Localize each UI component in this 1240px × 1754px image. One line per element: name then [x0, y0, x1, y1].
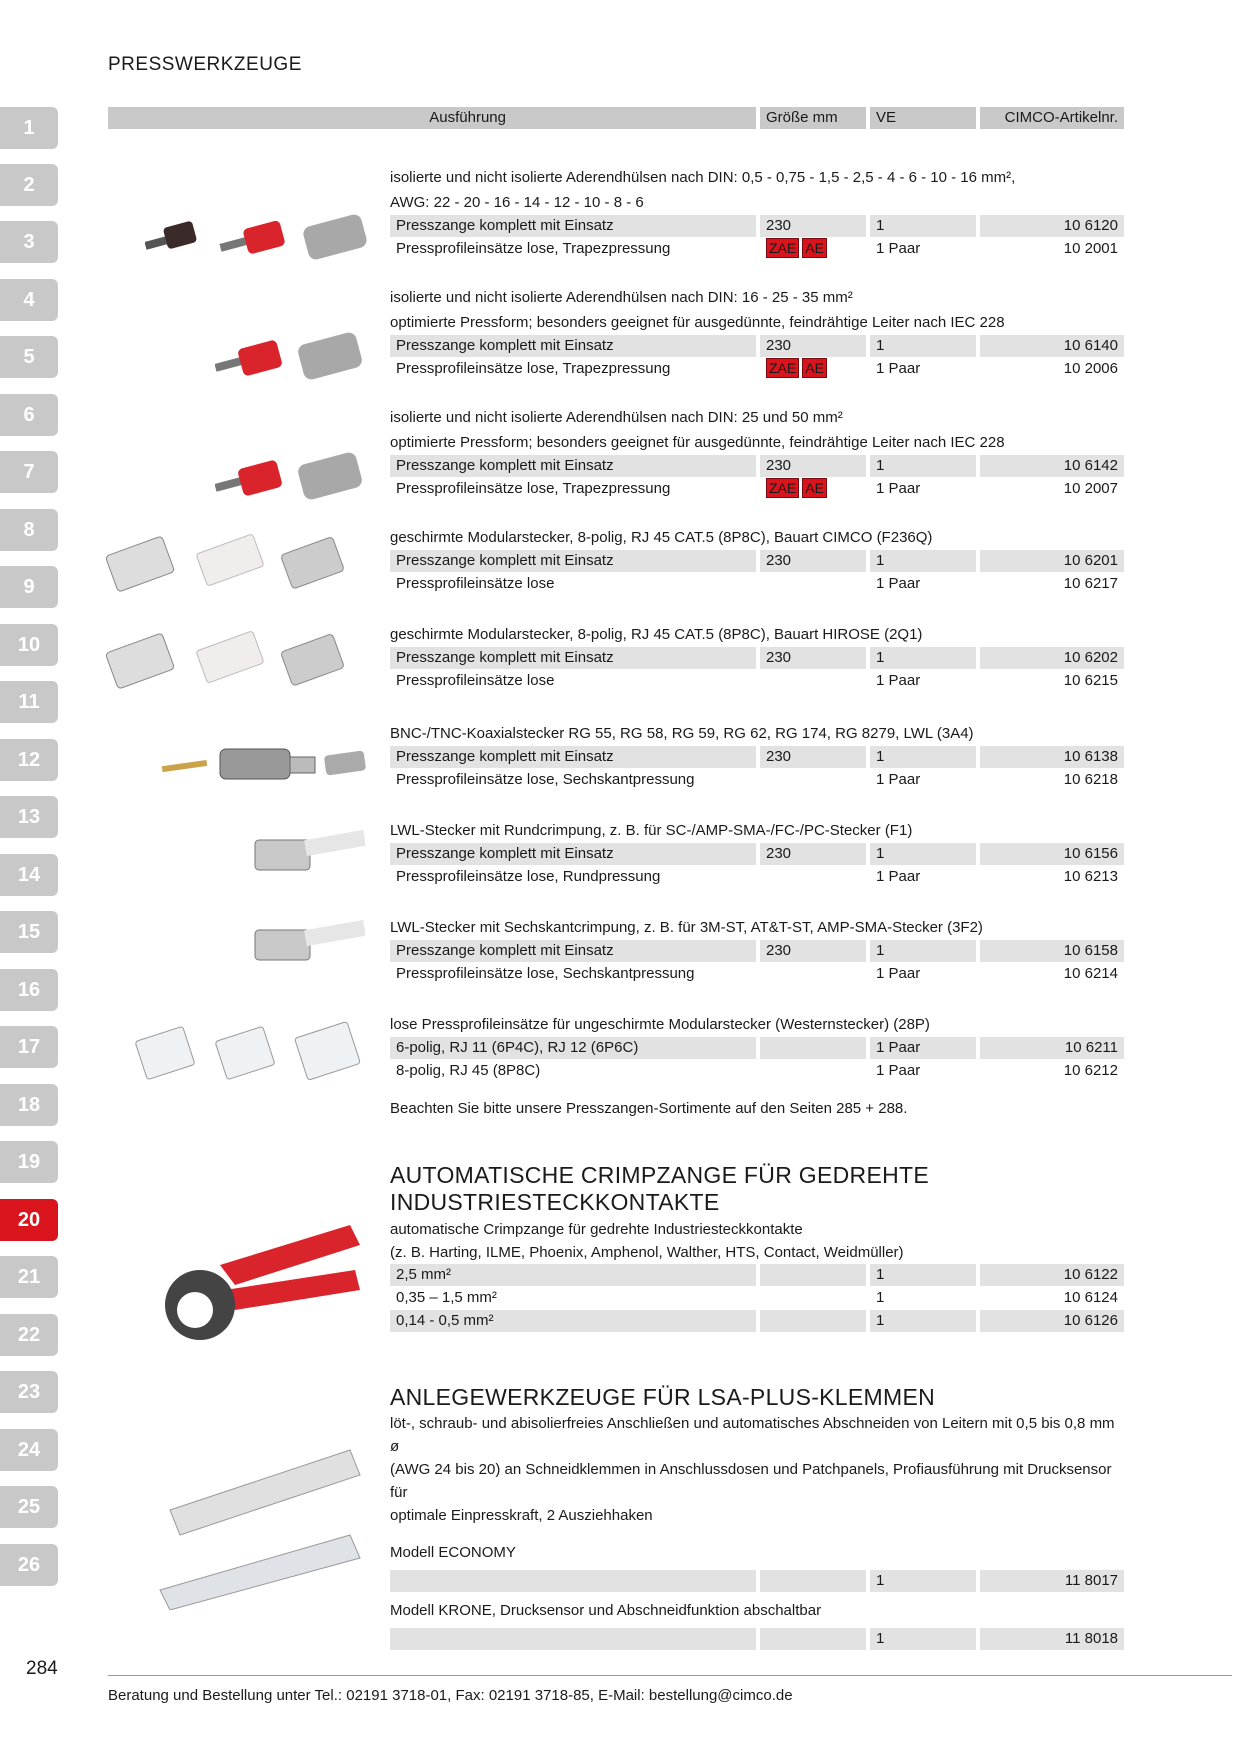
row-label — [390, 1628, 756, 1650]
chapter-tab-16[interactable]: 16 — [0, 969, 58, 1011]
product-section — [390, 622, 1124, 693]
row-article-number: 10 6140 — [980, 335, 1124, 357]
product-section — [390, 525, 1124, 596]
row-label: 0,35 – 1,5 mm² — [396, 1289, 497, 1306]
crimp-title-line: AUTOMATISCHE CRIMPZANGE FÜR GEDREHTE — [390, 1162, 929, 1188]
section-description: optimale Einpresskraft, 2 Ausziehhaken — [390, 1507, 653, 1524]
product-section — [390, 405, 1124, 501]
row-label: Presszange komplett mit Einsatz — [390, 550, 756, 572]
chapter-tab-23[interactable]: 23 — [0, 1371, 58, 1413]
crimp-title-line: INDUSTRIESTECKKONTAKTE — [390, 1189, 720, 1215]
row-label — [390, 1570, 756, 1592]
section-description: isolierte und nicht isolierte Aderendhülsen nach DIN: 16 - 25 - 35 mm² — [390, 289, 853, 306]
row-ve: 1 — [870, 1264, 976, 1286]
section-description: (z. B. Harting, ILME, Phoenix, Amphenol, Walther, HTS, Contact, Weidmüller) — [390, 1244, 904, 1261]
row-size: 230 — [760, 455, 866, 477]
row-ve: 1 — [870, 335, 976, 357]
row-label: 2,5 mm² — [390, 1264, 756, 1286]
table-row — [390, 1287, 1124, 1310]
section-description: BNC-/TNC-Koaxialstecker RG 55, RG 58, RG 59, RG 62, RG 174, RG 8279, LWL (3A4) — [390, 725, 974, 742]
chapter-tab-9[interactable]: 9 — [0, 566, 58, 608]
row-label: Pressprofileinsätze lose, Sechskantpressung — [396, 965, 695, 982]
column-artikelnr: CIMCO-Artikelnr. — [980, 107, 1124, 129]
row-size — [760, 1264, 866, 1286]
row-article-number: 10 6122 — [980, 1264, 1124, 1286]
crimp-section — [390, 1218, 1124, 1333]
row-ve: 1 — [870, 1570, 976, 1592]
row-size — [760, 478, 866, 500]
row-article-number: 10 6217 — [1063, 575, 1118, 592]
chapter-tab-21[interactable]: 21 — [0, 1256, 58, 1298]
table-row — [390, 1570, 1124, 1593]
row-article-number: 10 6211 — [980, 1037, 1124, 1059]
row-label: Presszange komplett mit Einsatz — [390, 335, 756, 357]
model-economy-label: Modell ECONOMY — [390, 1544, 516, 1561]
row-label: Presszange komplett mit Einsatz — [390, 455, 756, 477]
row-label: Presszange komplett mit Einsatz — [390, 843, 756, 865]
fiber-connector-image — [245, 905, 365, 975]
row-article-number: 10 6215 — [1063, 672, 1118, 689]
section-description: optimierte Pressform; besonders geeignet für ausgedünnte, feindrähtige Leiter nach IEC 228 — [390, 314, 1005, 331]
chapter-tab-19[interactable]: 19 — [0, 1141, 58, 1183]
table-row — [390, 843, 1124, 866]
product-section — [390, 165, 1124, 261]
column-ve: VE — [870, 107, 976, 129]
chapter-tab-26[interactable]: 26 — [0, 1544, 58, 1586]
table-row — [390, 358, 1124, 381]
row-article-number: 10 6142 — [980, 455, 1124, 477]
row-ve: 1 — [870, 215, 976, 237]
row-ve: 1 Paar — [876, 868, 921, 885]
row-label: Pressprofileinsätze lose, Trapezpressung — [396, 360, 671, 377]
row-label: Pressprofileinsätze lose, Rundpressung — [396, 868, 661, 885]
table-row — [390, 963, 1124, 986]
row-article-number: 10 6202 — [980, 647, 1124, 669]
section-description: geschirmte Modularstecker, 8-polig, RJ 45 CAT.5 (8P8C), Bauart HIROSE (2Q1) — [390, 626, 923, 643]
row-article-number: 10 6120 — [980, 215, 1124, 237]
row-ve: 1 — [870, 1628, 976, 1650]
row-label: Presszange komplett mit Einsatz — [390, 746, 756, 768]
chapter-tab-13[interactable]: 13 — [0, 796, 58, 838]
section-description: lose Pressprofileinsätze für ungeschirmte Modularstecker (Westernstecker) (28P) — [390, 1016, 930, 1033]
row-ve: 1 Paar — [876, 360, 921, 377]
product-section — [390, 915, 1124, 986]
row-size: 230 — [760, 550, 866, 572]
table-row — [390, 238, 1124, 261]
row-article-number: 10 6212 — [1063, 1062, 1118, 1079]
row-ve: 1 Paar — [876, 771, 921, 788]
table-row — [390, 1628, 1124, 1651]
lsa-tool-image — [150, 1440, 370, 1610]
row-label: 6-polig, RJ 11 (6P4C), RJ 12 (6P6C) — [390, 1037, 756, 1059]
footer-contact: Beratung und Bestellung unter Tel.: 02191 3718-01, Fax: 02191 3718-85, E-Mail: bestellung@cimco.de — [108, 1687, 793, 1704]
row-size: 230 — [760, 647, 866, 669]
crimp-section-title — [390, 1162, 929, 1216]
table-row — [390, 769, 1124, 792]
row-size — [760, 1037, 866, 1059]
section-description: automatische Crimpzange für gedrehte Industriesteckkontakte — [390, 1221, 803, 1238]
ferrule-image — [215, 330, 375, 390]
western-plug-image — [135, 1015, 365, 1085]
chapter-tab-12[interactable]: 12 — [0, 739, 58, 781]
row-size — [760, 358, 866, 380]
table-row — [390, 215, 1124, 238]
zae-badge: ZAE — [766, 238, 799, 258]
ae-badge: AE — [802, 478, 827, 498]
row-size — [760, 238, 866, 260]
table-row — [390, 335, 1124, 358]
row-article-number: 10 2006 — [1063, 360, 1118, 377]
ferrule-image — [215, 450, 375, 510]
table-row — [390, 455, 1124, 478]
chapter-tab-3[interactable]: 3 — [0, 221, 58, 263]
chapter-tab-6[interactable]: 6 — [0, 394, 58, 436]
row-article-number: 10 6138 — [980, 746, 1124, 768]
table-row — [390, 647, 1124, 670]
chapter-tab-22[interactable]: 22 — [0, 1314, 58, 1356]
row-size: 230 — [760, 215, 866, 237]
table-row — [390, 1264, 1124, 1287]
row-label: Pressprofileinsätze lose, Trapezpressung — [396, 240, 671, 257]
row-label: Presszange komplett mit Einsatz — [390, 647, 756, 669]
table-row — [390, 866, 1124, 889]
row-size — [760, 1310, 866, 1332]
product-section — [390, 285, 1124, 381]
row-label: Pressprofileinsätze lose — [396, 672, 555, 689]
row-article-number: 10 6156 — [980, 843, 1124, 865]
row-article-number: 10 2001 — [1063, 240, 1118, 257]
chapter-tab-8[interactable]: 8 — [0, 509, 58, 551]
chapter-tab-24[interactable]: 24 — [0, 1429, 58, 1471]
lsa-section-title: ANLEGEWERKZEUGE FÜR LSA-PLUS-KLEMMEN — [390, 1384, 936, 1410]
section-description: optimierte Pressform; besonders geeignet für ausgedünnte, feindrähtige Leiter nach IEC 228 — [390, 434, 1005, 451]
column-ausfuehrung: Ausführung — [108, 107, 756, 129]
table-column-header — [108, 107, 1124, 129]
lsa-section — [390, 1412, 1124, 1651]
row-ve: 1 Paar — [876, 672, 921, 689]
row-label: 8-polig, RJ 45 (8P8C) — [396, 1062, 541, 1079]
section-description: löt-, schraub- und abisolierfreies Anschließen und automatisches Abschneiden von Leitern mit 0,5 bis 0,8 mm ø — [390, 1415, 1115, 1455]
row-ve: 1 Paar — [876, 1062, 921, 1079]
row-ve: 1 — [876, 1289, 885, 1306]
table-row — [390, 550, 1124, 573]
chapter-tab-17[interactable]: 17 — [0, 1026, 58, 1068]
chapter-tab-5[interactable]: 5 — [0, 336, 58, 378]
ae-badge: AE — [802, 358, 827, 378]
chapter-tab-18[interactable]: 18 — [0, 1084, 58, 1126]
chapter-tab-10[interactable]: 10 — [0, 624, 58, 666]
row-ve: 1 Paar — [876, 965, 921, 982]
model-krone-label: Modell KRONE, Drucksensor und Abschneidfunktion abschaltbar — [390, 1602, 822, 1619]
sortiment-note: Beachten Sie bitte unsere Presszangen-Sortimente auf den Seiten 285 + 288. — [390, 1100, 908, 1117]
row-article-number: 10 6124 — [1063, 1289, 1118, 1306]
table-row — [390, 670, 1124, 693]
product-section — [390, 721, 1124, 792]
product-section — [390, 1012, 1124, 1083]
row-ve: 1 — [870, 940, 976, 962]
section-description: isolierte und nicht isolierte Aderendhülsen nach DIN: 25 und 50 mm² — [390, 409, 843, 426]
row-label: Pressprofileinsätze lose, Trapezpressung — [396, 480, 671, 497]
crimp-tool-image — [150, 1215, 370, 1345]
page-number: 284 — [26, 1658, 58, 1679]
row-label: Presszange komplett mit Einsatz — [390, 940, 756, 962]
row-ve: 1 Paar — [876, 575, 921, 592]
table-row — [390, 573, 1124, 596]
row-ve: 1 — [870, 746, 976, 768]
row-article-number: 11 8017 — [980, 1570, 1124, 1592]
column-groesse: Größe mm — [760, 107, 866, 129]
modular-plug-image — [105, 525, 365, 595]
section-description: (AWG 24 bis 20) an Schneidklemmen in Anschlussdosen und Patchpanels, Profiausführung mit Drucksensor für — [390, 1461, 1112, 1501]
row-article-number: 10 6201 — [980, 550, 1124, 572]
table-row — [390, 940, 1124, 963]
section-description: geschirmte Modularstecker, 8-polig, RJ 45 CAT.5 (8P8C), Bauart CIMCO (F236Q) — [390, 529, 933, 546]
row-size — [760, 1628, 866, 1650]
table-row — [390, 478, 1124, 501]
table-row — [390, 1060, 1124, 1083]
row-article-number: 10 6214 — [1063, 965, 1118, 982]
row-article-number: 10 6126 — [980, 1310, 1124, 1332]
chapter-tab-7[interactable]: 7 — [0, 451, 58, 493]
product-section — [390, 818, 1124, 889]
section-description: LWL-Stecker mit Sechskantcrimpung, z. B. für 3M-ST, AT&T-ST, AMP-SMA-Stecker (3F2) — [390, 919, 983, 936]
table-row — [390, 746, 1124, 769]
row-label: Pressprofileinsätze lose, Sechskantpressung — [396, 771, 695, 788]
chapter-tab-4[interactable]: 4 — [0, 279, 58, 321]
row-article-number: 10 2007 — [1063, 480, 1118, 497]
chapter-tab-1[interactable]: 1 — [0, 107, 58, 149]
table-row — [390, 1310, 1124, 1333]
page-header-title: PRESSWERKZEUGE — [108, 54, 302, 75]
section-description: AWG: 22 - 20 - 16 - 14 - 12 - 10 - 8 - 6 — [390, 194, 644, 211]
chapter-tab-14[interactable]: 14 — [0, 854, 58, 896]
chapter-tab-15[interactable]: 15 — [0, 911, 58, 953]
row-size: 230 — [760, 335, 866, 357]
ferrule-image — [145, 210, 375, 270]
row-size: 230 — [760, 843, 866, 865]
section-description: isolierte und nicht isolierte Aderendhülsen nach DIN: 0,5 - 0,75 - 1,5 - 2,5 - 4 - 6 - 10 - 16 mm², — [390, 169, 1016, 186]
row-ve: 1 Paar — [876, 480, 921, 497]
row-label: Pressprofileinsätze lose — [396, 575, 555, 592]
row-ve: 1 — [870, 550, 976, 572]
row-article-number: 10 6213 — [1063, 868, 1118, 885]
row-ve: 1 Paar — [870, 1037, 976, 1059]
table-row — [390, 1037, 1124, 1060]
row-article-number: 10 6158 — [980, 940, 1124, 962]
chapter-tab-2[interactable]: 2 — [0, 164, 58, 206]
row-label: 0,14 - 0,5 mm² — [390, 1310, 756, 1332]
row-ve: 1 Paar — [876, 240, 921, 257]
row-article-number: 11 8018 — [980, 1628, 1124, 1650]
row-ve: 1 — [870, 647, 976, 669]
coax-connector-image — [160, 735, 370, 795]
row-size: 230 — [760, 940, 866, 962]
row-size: 230 — [760, 746, 866, 768]
chapter-tab-20[interactable]: 20 — [0, 1199, 58, 1241]
row-label: Presszange komplett mit Einsatz — [390, 215, 756, 237]
footer-divider — [108, 1675, 1232, 1676]
modular-plug-image — [105, 622, 365, 692]
section-description: LWL-Stecker mit Rundcrimpung, z. B. für SC-/AMP-SMA-/FC-/PC-Stecker (F1) — [390, 822, 913, 839]
ae-badge: AE — [802, 238, 827, 258]
chapter-tab-11[interactable]: 11 — [0, 681, 58, 723]
row-ve: 1 — [870, 455, 976, 477]
row-ve: 1 — [870, 843, 976, 865]
fiber-connector-image — [245, 815, 365, 885]
chapter-tab-25[interactable]: 25 — [0, 1486, 58, 1528]
zae-badge: ZAE — [766, 478, 799, 498]
row-ve: 1 — [870, 1310, 976, 1332]
row-article-number: 10 6218 — [1063, 771, 1118, 788]
zae-badge: ZAE — [766, 358, 799, 378]
row-size — [760, 1570, 866, 1592]
